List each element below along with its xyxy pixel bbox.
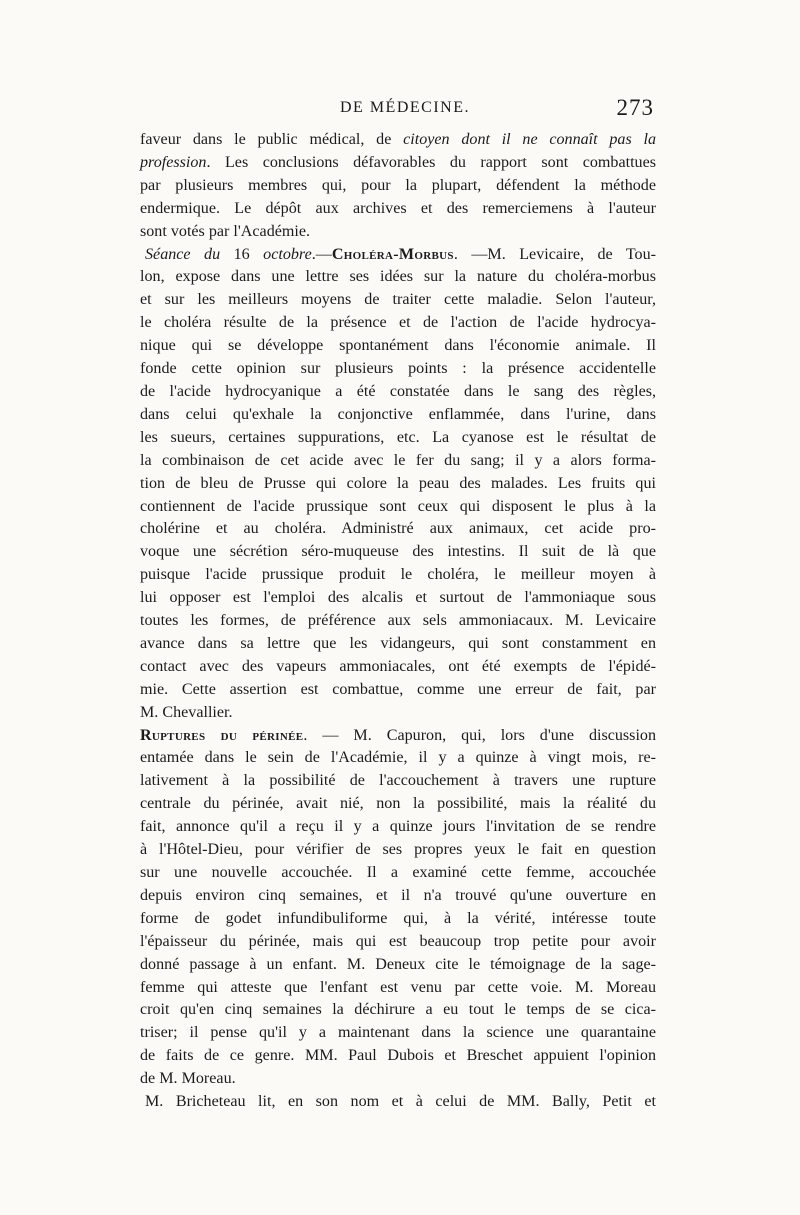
text-line: tion de bleu de Prusse qui colore la peau des malades. Les fruits qui (140, 474, 656, 492)
text-line: croit qu'en cinq semaines la déchirure a eu tout le temps de se cica- (140, 1001, 656, 1019)
text-line: sur une nouvelle accouchée. Il a examiné cette femme, accouchée (140, 864, 656, 881)
text-line: mie. Cette assertion est combattue, comme une erreur de fait, par (140, 680, 656, 698)
book-page (140, 95, 656, 1114)
text-line: par plusieurs membres qui, pour la plupart, défendent la méthode (140, 176, 656, 194)
section-title-ruptures: Ruptures du périnée (140, 726, 304, 744)
text-line: de faits de ce genre. MM. Paul Dubois et Breschet appuient l'opinion (140, 1047, 656, 1065)
text-line: femme qui atteste que l'enfant est venu par cette voie. M. Moreau (140, 978, 656, 996)
text-line: fonde cette opinion sur plusieurs points : la présence accidentelle (140, 360, 656, 378)
text-line: M. Bricheteau lit, en son nom et à celui de MM. Bally, Petit et (145, 1093, 656, 1111)
text-line: cholérine et au choléra. Administré aux animaux, cet acide pro- (140, 520, 656, 538)
text-line: puisque l'acide prussique produit le choléra, le meilleur moyen à (140, 566, 656, 584)
text-line: profession. Les conclusions défavorables du rapport sont combattues (140, 153, 656, 171)
running-head (140, 95, 656, 129)
text-line: de M. Moreau. (140, 1070, 236, 1088)
text-line: toutes les formes, de préférence aux sels ammoniacaux. M. Levicaire (140, 612, 656, 630)
text-line: depuis environ cinq semaines, et il n'a trouvé qu'une ouverture en (140, 886, 656, 904)
body-text (140, 129, 656, 1114)
text-line: faveur dans le public médical, de citoyen dont il ne connaît pas la (140, 131, 657, 148)
text-line: centrale du périnée, avait nié, non la possibilité, mais la réalité du (140, 795, 656, 813)
text-line: sont votés par l'Académie. (140, 222, 311, 240)
text-line: les sueurs, certaines suppurations, etc. La cyanose est le résultat de (140, 428, 656, 446)
section-heading-line: Ruptures du périnée. — M. Capuron, qui, lors d'une discussion (140, 726, 657, 744)
text-line: avance dans sa lettre que les vidangeurs, qui sont constamment en (140, 634, 656, 652)
text-line: forme de godet infundibuliforme qui, à la vérité, intéresse toute (140, 909, 656, 927)
text-line: l'épaisseur du périnée, mais qui est beaucoup trop petite pour avoir (140, 932, 656, 950)
text-line: dans celui qu'exhale la conjonctive enflammée, dans l'urine, dans (140, 405, 656, 423)
page-number: 273 (616, 95, 654, 120)
text-line: et sur les meilleurs moyens de traiter cette maladie. Selon l'auteur, (140, 291, 656, 309)
text-line: lui opposer est l'emploi des alcalis et surtout de l'ammoniaque sous (140, 589, 656, 607)
section-heading-line: Séance du 16 octobre.—Choléra-Morbus. —M. Levicaire, de Tou- (145, 245, 656, 263)
text-line: contiennent de l'acide prussique sont ceux qui disposent le plus à la (140, 497, 656, 515)
text-line: entamée dans le sein de l'Académie, il y a quinze à vingt mois, re- (140, 749, 656, 767)
text-line: lativement à la possibilité de l'accouchement à travers une rupture (140, 772, 656, 790)
text-line: M. Chevallier. (140, 703, 233, 721)
text-line: le choléra résulte de la présence et de l'action de l'acide hydrocya- (140, 314, 656, 332)
text-line: triser; il pense qu'il y a maintenant dans la science une quarantaine (140, 1024, 656, 1042)
text-line: lon, expose dans une lettre ses idées sur la nature du choléra-morbus (140, 268, 656, 286)
running-title: DE MÉDECINE. (340, 99, 470, 116)
text-line: endermique. Le dépôt aux archives et des remerciemens à l'auteur (140, 199, 656, 217)
text-line: voque une sécrétion séro-muqueuse des intestins. Il suit de là que (140, 543, 656, 561)
text-line: nique qui se développe spontanément dans l'économie animale. Il (140, 337, 656, 355)
text-line: la combinaison de cet acide avec le fer du sang; il y a alors forma- (140, 451, 656, 469)
section-title-cholera: Choléra-Morbus (331, 245, 454, 263)
text-line: à l'Hôtel-Dieu, pour vérifier de ses propres yeux le fait en question (140, 841, 656, 859)
text-line: donné passage à un enfant. M. Deneux cite le témoignage de la sage- (140, 955, 656, 973)
text-line: de l'acide hydrocyanique a été constatée dans le sang des règles, (140, 382, 656, 400)
text-line: contact avec des vapeurs ammoniacales, ont été exempts de l'épidé- (140, 657, 656, 675)
text-line: fait, annonce qu'il a reçu il y a quinze jours l'invitation de se rendre (140, 818, 656, 836)
